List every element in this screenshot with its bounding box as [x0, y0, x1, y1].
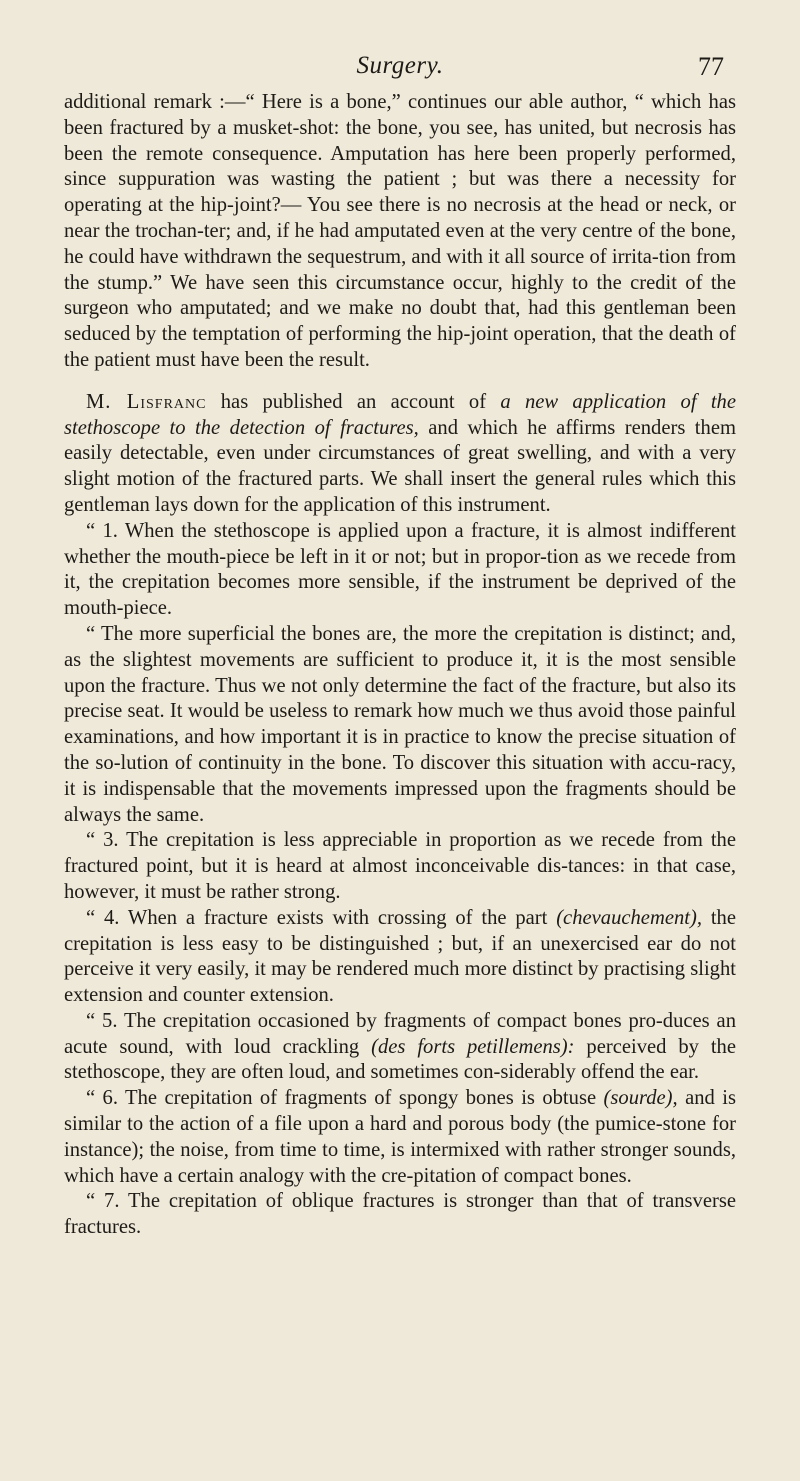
- work-title: a new application of the stethoscope to the detection of fractures,: [64, 390, 736, 439]
- paragraph-quote-conclusion: additional remark :—“ Here is a bone,” continues our able author, “ which has been fractured by a musket-shot: the bone, you see, has united, but necrosis has been the remote consequence. Amputation has here been properly performed, since suppuration was wasting the patient ; but was there a necessity for operating at the hip-joint?— You see there is no necrosis at the head or neck, or near the trochan-ter; and, if he had amputated even at the very centre of the bone, he could have withdrawn the sequestrum, and with it all source of irrita-tion from the stump.” We have seen this circumstance occur, highly to the credit of the surgeon who amputated; and we make no doubt that, had this gentleman been seduced by the temptation of performing the hip-joint operation, that the death of the patient must have been the result.: [64, 91, 736, 371]
- rule-4: “ 4. When a fracture exists with crossing of the part (chevauchement), the crepitation is less easy to be distinguished ; but, if an unexercised ear do not perceive it very easily, it may be rendered much more distinct by practising slight extension and counter extension.: [64, 906, 736, 1007]
- body-text: [64, 90, 736, 1241]
- rule-1: “ 1. When the stethoscope is applied upon a fracture, it is almost indifferent whether the mouth-piece be left in it or not; but in propor-tion as we recede from it, the crepitation becomes more sensible, if the instrument be deprived of the mouth-piece.: [64, 519, 736, 620]
- author-name: M. Lisfranc: [86, 390, 207, 413]
- rule-3: “ 3. The crepitation is less appreciable in proportion as we recede from the fractured point, but it is heard at almost inconceivable dis-tances: in that case, however, it must be rather strong.: [64, 829, 736, 903]
- french-term: (sourde),: [603, 1087, 678, 1110]
- rule-7: “ 7. The crepitation of oblique fractures is stronger than that of transverse fractures.: [64, 1190, 736, 1239]
- french-term: (des forts petillemens):: [371, 1035, 575, 1058]
- running-head: [0, 52, 800, 92]
- paragraph-lisfranc-intro: M. Lisfranc has published an account of a new application of the stethoscope to the detection of fractures, and which he affirms renders them easily detectable, even under circumstances of great swelling, and with a very slight motion of the fractured parts. We shall insert the general rules which this gentleman lays down for the application of this instrument.: [64, 390, 736, 516]
- rule-5: “ 5. The crepitation occasioned by fragments of compact bones pro-duces an acute sound, with loud crackling (des forts petillemens): perceived by the stethoscope, they are often loud, and sometimes con-siderably offend the ear.: [64, 1009, 736, 1084]
- running-title: Surgery.: [356, 52, 444, 79]
- page-number: 77: [698, 52, 724, 81]
- rule-2: “ The more superficial the bones are, the more the crepitation is distinct; and, as the slightest movements are sufficient to produce it, it is the most sensible upon the fracture. Thus we not only determine the fact of the fracture, but also its precise seat. It would be useless to remark how much we thus avoid those painful examinations, and how important it is in practice to know the precise situation of the so-lution of continuity in the bone. To discover this situation with accu-racy, it is indispensable that the movements impressed upon the fragments should be always the same.: [64, 622, 736, 826]
- rule-6: “ 6. The crepitation of fragments of spongy bones is obtuse (sourde), and is similar to the action of a file upon a hard and porous body (the pumice-stone for instance); the noise, from time to time, is intermixed with rather stronger sounds, which have a certain analogy with the cre-pitation of compact bones.: [64, 1087, 736, 1187]
- french-term: (chevauchement),: [556, 906, 702, 929]
